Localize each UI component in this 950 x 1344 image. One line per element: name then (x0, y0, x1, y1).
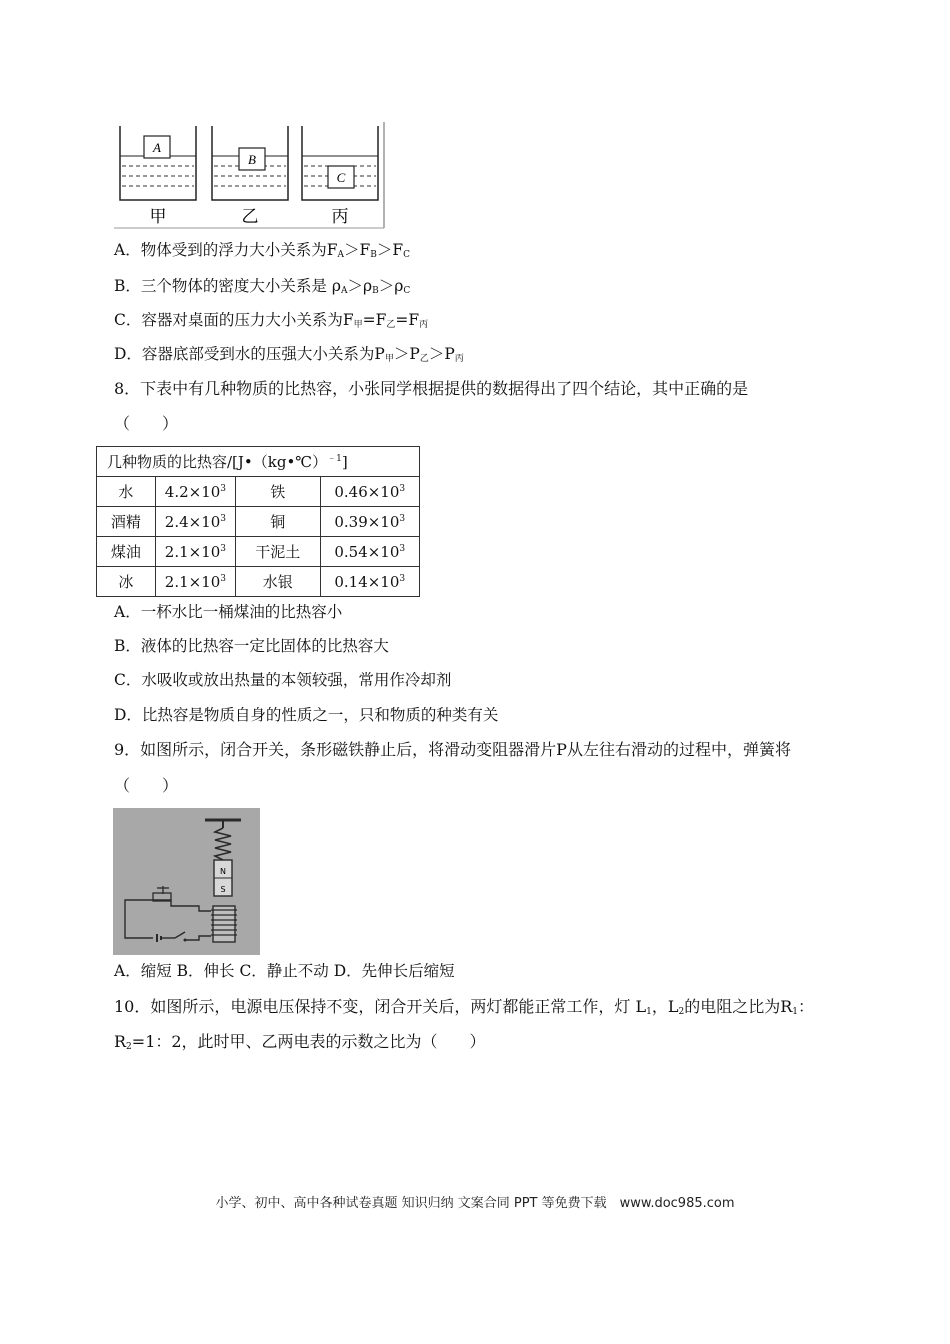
cell-value: $0.54\times 10^3$ (320, 537, 420, 567)
q8-option-a: A．一杯水比一桶煤油的比热容小 (114, 603, 343, 621)
cell-value: $0.46\times 10^3$ (320, 477, 420, 507)
specific-heat-table (96, 446, 420, 597)
q8-option-b: B．液体的比热容一定比固体的比热容大 (114, 637, 389, 655)
block-a-label: A (153, 140, 161, 155)
cell-value: $0.39\times 10^3$ (320, 507, 420, 537)
q7-option-c: C．容器对桌面的压力大小关系为$F_甲=F_乙=F_丙$ (114, 311, 429, 330)
coil (213, 906, 235, 942)
cell-value: $2.1\times 10^3$ (155, 567, 235, 597)
electromagnet-figure (113, 808, 260, 955)
cell-substance: 煤油 (97, 537, 156, 567)
q9-answer-blank: （ ） (114, 776, 179, 795)
table-row (97, 537, 420, 567)
cell-value: $0.14\times 10^3$ (320, 567, 420, 597)
q7-option-b: B．三个物体的密度大小关系是 $\rho_A>\rho_B>\rho_C$ (114, 277, 411, 296)
cell-substance: 冰 (97, 567, 156, 597)
table-row (97, 477, 420, 507)
cell-substance: 水银 (236, 567, 320, 597)
q8-stem: 8．下表中有几种物质的比热容，小张同学根据提供的数据得出了四个结论，其中正确的是 (114, 379, 749, 398)
cell-substance: 酒精 (97, 507, 156, 537)
cell-substance: 水 (97, 477, 156, 507)
cell-substance: 铜 (236, 507, 320, 537)
q7-option-a: A．物体受到的浮力大小关系为$F_A>F_B>F_C$ (114, 241, 410, 260)
caption-jia: 甲 (149, 207, 167, 227)
q9-options: A．缩短 B．伸长 C．静止不动 D．先伸长后缩短 (114, 962, 455, 980)
page-footer: 小学、初中、高中各种试卷真题 知识归纳 文案合同 PPT 等免费下载 www.doc985.com (215, 1196, 735, 1211)
q8-option-c: C．水吸收或放出热量的本领较强，常用作冷却剂 (114, 671, 452, 689)
block-b-label: B (248, 152, 256, 167)
q7-option-d: D．容器底部受到水的压强大小关系为$P_甲>P_乙>P_丙$ (114, 345, 464, 364)
q8-option-d: D．比热容是物质自身的性质之一，只和物质的种类有关 (114, 706, 499, 724)
cell-value: $2.1\times 10^3$ (155, 537, 235, 567)
block-c-label: C (336, 170, 346, 185)
cell-value: $4.2\times 10^3$ (155, 477, 235, 507)
table-row (97, 507, 420, 537)
table-title: 几种物质的比热容/[J•（kg•℃）$^{﹣1}$] (97, 447, 420, 477)
q9-stem: 9．如图所示，闭合开关，条形磁铁静止后，将滑动变阻器滑片P从左往右滑动的过程中，弹簧将 (114, 740, 791, 759)
magnet-s-label: S (220, 885, 226, 894)
caption-bing: 丙 (331, 207, 349, 227)
q10-stem-line2: $R_2=1$：2，此时甲、乙两电表的示数之比为（ ） (114, 1032, 486, 1052)
magnet-n-label: N (220, 867, 226, 876)
caption-yi: 乙 (241, 207, 259, 227)
q8-answer-blank: （ ） (114, 414, 179, 433)
table-row (97, 567, 420, 597)
q10-stem-line1: 10．如图所示，电源电压保持不变，闭合开关后，两灯都能正常工作，灯 $L_1$，$L_2$的电阻之比为$R_1$： (114, 997, 814, 1017)
cell-value: $2.4\times 10^3$ (155, 507, 235, 537)
cell-substance: 铁 (236, 477, 320, 507)
buoyancy-figure (114, 122, 386, 230)
cell-substance: 干泥土 (236, 537, 320, 567)
